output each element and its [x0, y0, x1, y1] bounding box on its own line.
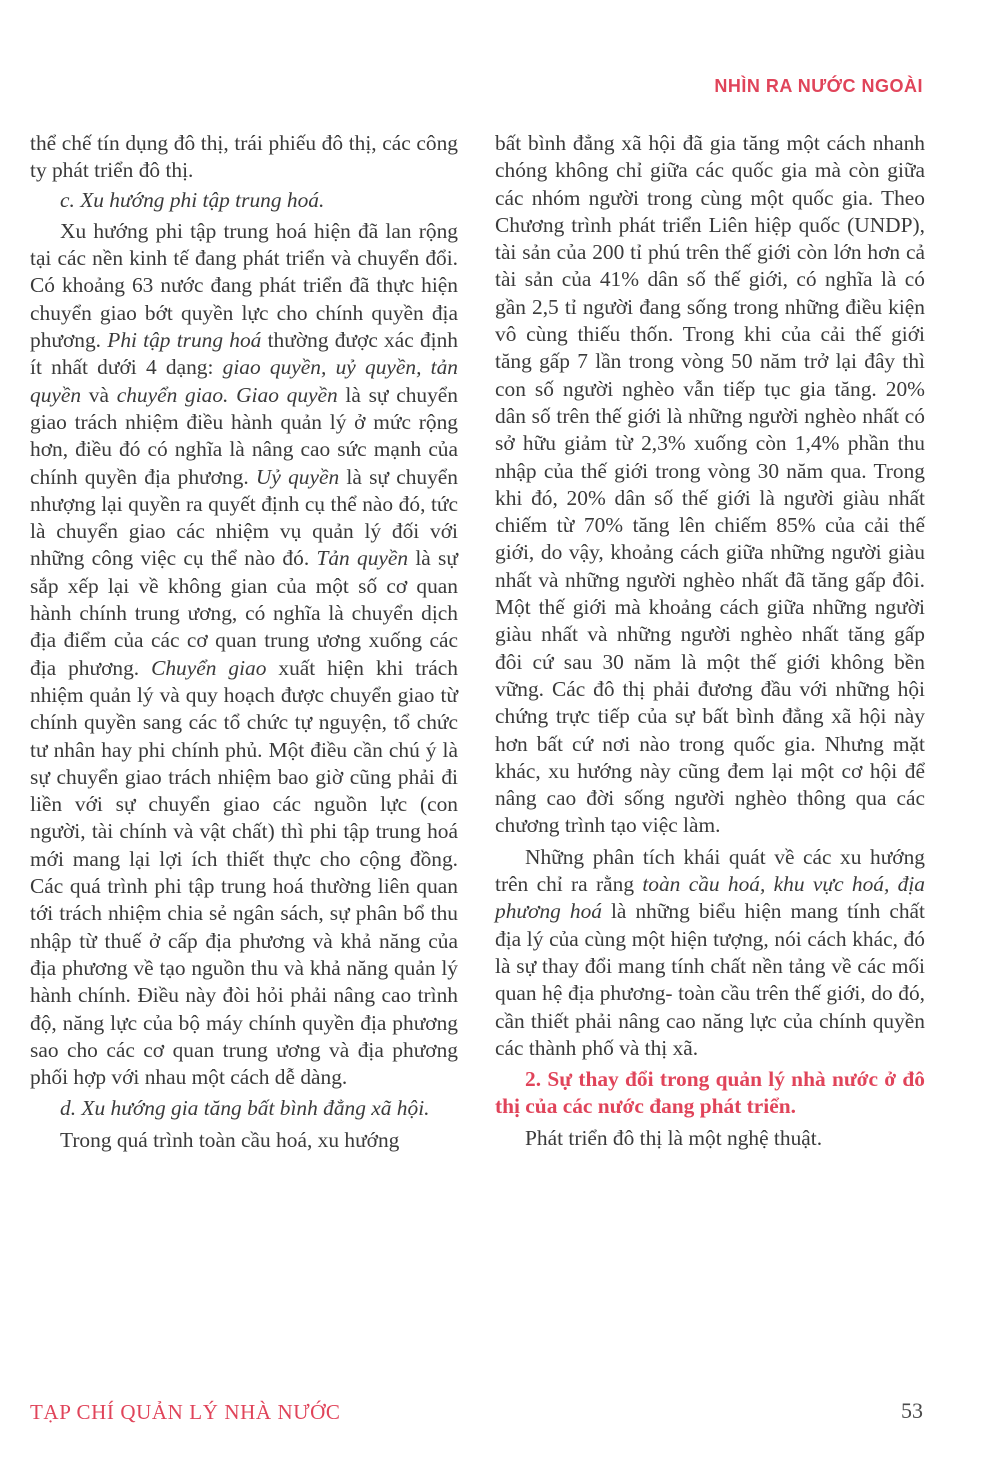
text-span: là những biểu hiện mang tính chất địa lý của cùng một hiện tượng, nói cách khác, đó là sự thay đổi mang tính chất nền tảng về các mối quan hệ địa phương- toàn cầu trên thế giới, do đó, cần thiết phải nâng cao năng lực của chính quyền các thành phố và thị xã. [495, 899, 925, 1060]
italic-term: Phi tập trung hoá [107, 328, 262, 353]
text-span: là sự sắp xếp lại về không gian của một số cơ quan hành chính trung ương, có nghĩa là chuyển dịch địa điểm của các cơ quan trung ương xuống các địa phương. [30, 546, 458, 680]
italic-term: Uỷ quyền [255, 464, 340, 489]
text-span: là sự chuyển giao trách nhiệm điều hành quản lý ở mức rộng hơn, điều đó có nghĩa là nâng cao sức mạnh của chính quyền địa phương. [30, 382, 459, 489]
paragraph: Phát triển đô thị là một nghệ thuật. [525, 1125, 823, 1150]
paragraph-analysis [495, 844, 925, 1062]
paragraph: Trong quá trình toàn cầu hoá, xu hướng [60, 1127, 400, 1152]
italic-term: chuyển giao. Giao quyền [116, 382, 338, 407]
text-span: Xu hướng phi tập trung hoá hiện đã lan rộng tại các nền kinh tế đang phát triển và chuyển đổi. Có khoảng 63 nước đang phát triển đã thực hiện chuyển giao bớt quyền lực cho chính quyền địa phương. [30, 218, 458, 353]
left-column [30, 130, 458, 1154]
text-span: xuất hiện khi trách nhiệm quản lý và quy hoạch được chuyển giao từ chính quyền sang các tổ chức tự nguyện, tổ chức tư nhân hay phi chính phủ. Một điều cần chú ý là sự chuyển giao trách nhiệm bao giờ cũng phải đi liền với sự chuyển giao các nguồn lực (con người, tài chính và vật chất) thì phi tập trung hoá mới mang lại lợi ích thiết thực cho cộng đồng. Các quá trình phi tập trung hoá thường liên quan tới trách nhiệm chia sẻ ngân sách, sự phân bổ thu nhập từ thuế ở cấp địa phương và khả năng của địa phương về tạo nguồn thu và khả năng quản lý hành chính. Điều này đòi hỏi phải nâng cao trình độ, năng lực của bộ máy chính quyền địa phương sao cho các cơ quan trung ương và địa phương phối hợp với nhau một cách dễ dàng. [30, 655, 458, 1090]
subheading-c: c. Xu hướng phi tập trung hoá. [60, 187, 325, 212]
paragraph: thể chế tín dụng đô thị, trái phiếu đô thị, các công ty phát triển đô thị. [30, 131, 458, 183]
text-span: thường được xác định ít nhất dưới 4 dạng: [30, 328, 458, 380]
italic-term: Tản quyền [316, 546, 409, 571]
italic-term: Chuyển giao [151, 655, 267, 680]
journal-name: TẠP CHÍ QUẢN LÝ NHÀ NƯỚC [30, 1400, 341, 1424]
text-span: Những phân tích khái quát về các xu hướng trên chỉ ra rằng [495, 844, 925, 897]
subheading-d: d. Xu hướng gia tăng bất bình đẳng xã hội. [60, 1096, 430, 1121]
right-column [495, 130, 925, 1152]
section-heading: 2. Sự thay đổi trong quản lý nhà nước ở đô thị của các nước đang phát triển. [495, 1067, 925, 1119]
text-span: và [81, 382, 117, 407]
italic-term: giao quyền, uỷ quyền, tản quyền [30, 355, 458, 407]
italic-term: toàn cầu hoá, khu vực hoá, địa phương hoá [495, 872, 925, 924]
page-number: 53 [901, 1398, 923, 1423]
paragraph-inequality: bất bình đẳng xã hội đã gia tăng một cách nhanh chóng không chỉ giữa các quốc gia mà còn giữa các nhóm người trong cùng một quốc gia. Theo Chương trình phát triển Liên hiệp quốc (UNDP), tài sản của 200 tỉ phú trên thế giới còn lớn hơn cả tài sản của 41% dân số thế giới, có nghĩa là có gần 2,5 tỉ người đang sống trong những điều kiện vô cùng thiếu thốn. Trong khi của cải thế giới tăng gấp 7 lần trong vòng 50 năm trở lại đây thì con số người nghèo vẫn tiếp tục gia tăng. 20% dân số trên thế giới là những người nghèo nhất có sở hữu giảm từ 2,3% xuống còn 1,4% phần thu nhập của thế giới trong vòng 30 năm qua. Trong khi đó, 20% dân số thế giới là người giàu nhất chiếm từ 70% tăng lên chiếm 85% của cải thế giới, do vậy, khoảng cách giữa những người giàu nhất và những người nghèo nhất đã tăng gấp đôi. Một thế giới mà khoảng cách giữa những người giàu nhất và những người nghèo nhất tăng gấp đôi cứ sau 30 năm là một thế giới không bền vững. Các đô thị phải đương đầu với những hội chứng trực tiếp của sự bất bình đẳng xã hội này hơn bất cứ nơi nào trong quốc gia. Nhưng mặt khác, xu hướng này cũng đem lại một cơ hội để nâng cao đời sống người nghèo thông qua các chương trình tạo việc làm. [495, 131, 925, 838]
paragraph-decentralization [30, 218, 458, 1092]
section-header: NHÌN RA NƯỚC NGOÀI [714, 76, 923, 96]
text-span: là sự chuyển nhượng lại quyền ra quyết định cụ thể nào đó, tức là chuyển giao các nhiệm vụ quản lý đối với những công việc cụ thể nào đó. [30, 464, 458, 571]
